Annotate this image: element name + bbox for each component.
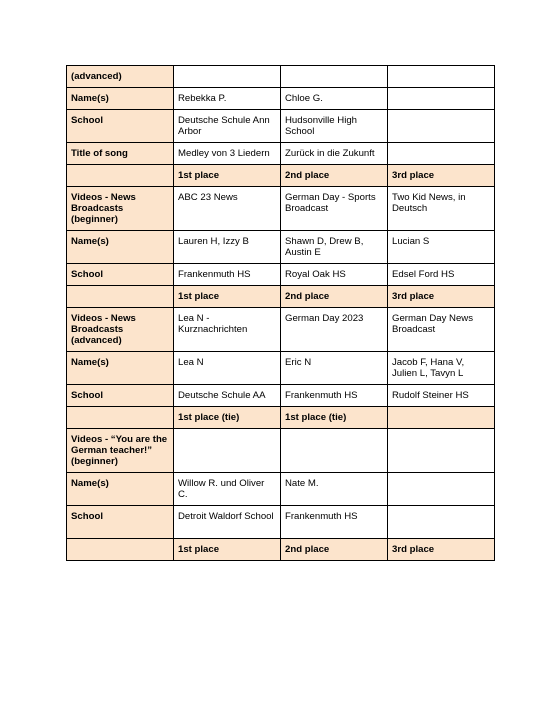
row-label [67,407,174,429]
table-row [67,506,495,539]
table-cell [388,143,495,165]
row-label: Title of song [67,143,174,165]
results-table [66,65,495,561]
table-cell: German Day 2023 [281,308,388,352]
table-row [67,264,495,286]
place-cell: 1st place [174,286,281,308]
row-label: School [67,385,174,407]
table-cell: Jacob F, Hana V, Julien L, Tavyn L [388,352,495,385]
row-label [67,286,174,308]
row-label [67,539,174,561]
place-cell: 1st place [174,539,281,561]
table-row [67,352,495,385]
table-cell: Royal Oak HS [281,264,388,286]
table-row [67,286,495,308]
table-cell: German Day - Sports Broadcast [281,187,388,231]
table-row [67,88,495,110]
table-cell [388,66,495,88]
table-cell [281,66,388,88]
row-label: (advanced) [67,66,174,88]
table-cell: Chloe G. [281,88,388,110]
table-cell [174,66,281,88]
table-row [67,308,495,352]
table-cell: Rebekka P. [174,88,281,110]
table-cell: Nate M. [281,473,388,506]
table-cell: Two Kid News, in Deutsch [388,187,495,231]
row-label: Videos - News Broadcasts (beginner) [67,187,174,231]
table-cell: Frankenmuth HS [281,385,388,407]
table-row [67,539,495,561]
table-cell: Lea N - Kurznachrichten [174,308,281,352]
table-row [67,66,495,88]
place-cell: 3rd place [388,286,495,308]
table-cell: Deutsche Schule AA [174,385,281,407]
row-label: Name(s) [67,473,174,506]
row-label: Name(s) [67,231,174,264]
table-cell [388,110,495,143]
place-cell: 3rd place [388,165,495,187]
results-table-body [67,66,495,561]
table-cell: Rudolf Steiner HS [388,385,495,407]
table-cell: Medley von 3 Liedern [174,143,281,165]
table-row [67,407,495,429]
table-cell: Zurück in die Zukunft [281,143,388,165]
row-label: Name(s) [67,88,174,110]
row-label: School [67,264,174,286]
row-label [67,165,174,187]
table-cell: Frankenmuth HS [281,506,388,539]
table-cell: Eric N [281,352,388,385]
table-cell: Deutsche Schule Ann Arbor [174,110,281,143]
place-cell: 1st place (tie) [174,407,281,429]
place-cell: 3rd place [388,539,495,561]
table-cell [388,506,495,539]
table-cell: German Day News Broadcast [388,308,495,352]
place-cell [388,407,495,429]
table-cell: Shawn D, Drew B, Austin E [281,231,388,264]
row-label: Videos - News Broadcasts (advanced) [67,308,174,352]
place-cell: 2nd place [281,539,388,561]
table-cell: Edsel Ford HS [388,264,495,286]
table-row [67,231,495,264]
table-row [67,110,495,143]
table-row [67,165,495,187]
place-cell: 1st place [174,165,281,187]
table-cell: Willow R. und Oliver C. [174,473,281,506]
table-cell: Frankenmuth HS [174,264,281,286]
place-cell: 2nd place [281,165,388,187]
place-cell: 1st place (tie) [281,407,388,429]
table-cell [281,429,388,473]
table-row [67,429,495,473]
table-cell: Hudsonville High School [281,110,388,143]
row-label: Videos - “You are the German teacher!” (beginner) [67,429,174,473]
table-cell: ABC 23 News [174,187,281,231]
table-cell [388,88,495,110]
table-cell [388,473,495,506]
table-cell [388,429,495,473]
table-cell: Lea N [174,352,281,385]
table-row [67,187,495,231]
table-row [67,473,495,506]
table-row [67,385,495,407]
row-label: Name(s) [67,352,174,385]
table-cell: Lauren H, Izzy B [174,231,281,264]
table-cell: Detroit Waldorf School [174,506,281,539]
table-cell: Lucian S [388,231,495,264]
row-label: School [67,506,174,539]
row-label: School [67,110,174,143]
table-row [67,143,495,165]
table-cell [174,429,281,473]
place-cell: 2nd place [281,286,388,308]
